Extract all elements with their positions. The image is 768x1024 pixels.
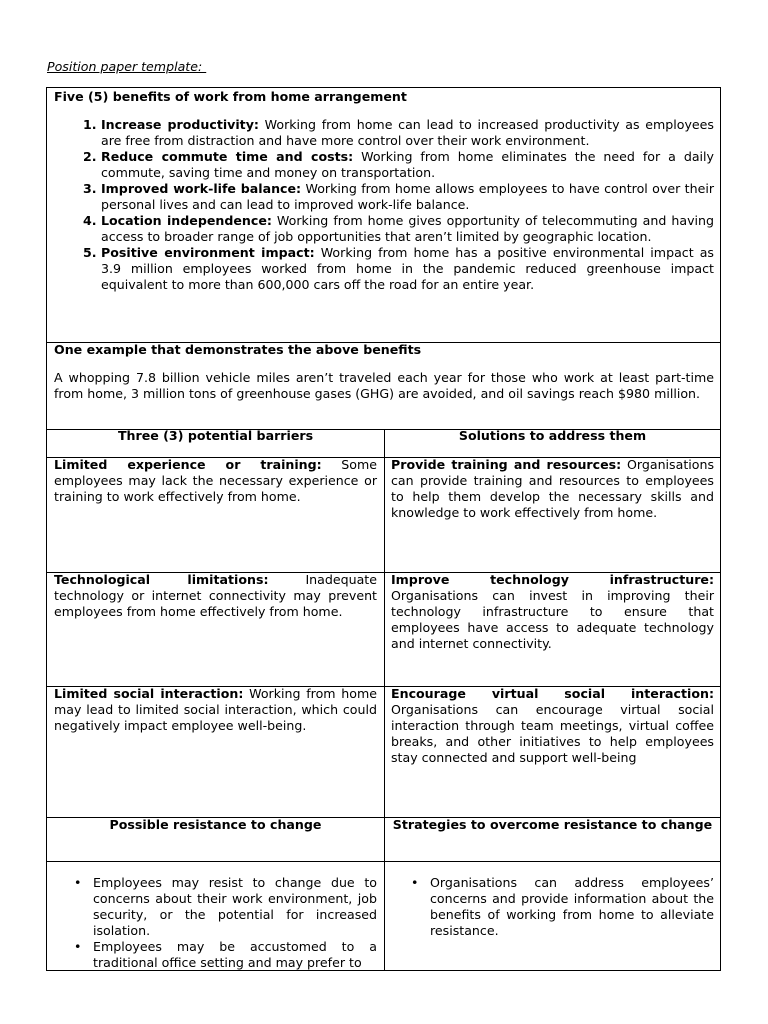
example-heading: One example that demonstrates the above benefits [54,342,422,357]
benefits-list [54,117,714,293]
benefit-item [54,149,714,181]
barrier-text: Inadequate technology or internet connectivity may prevent employees from home effectively from home. [54,572,377,619]
resistance-cell [47,875,384,971]
benefit-text: Working from home eliminates the need for a daily commute, saving time and money on transportation. [101,149,714,180]
benefit-number: 4. [83,213,97,228]
example-cell [54,342,714,402]
solution-text: Organisations can invest in improving their technology infrastructure to ensure that employees have access to adequate technology and internet connectivity. [391,588,714,651]
benefit-title: Location independence: [101,213,272,228]
benefit-title: Reduce commute time and costs: [101,149,354,164]
barrier-cell [54,686,377,734]
position-paper-table [46,87,721,971]
solution-text: Organisations can encourage virtual social interaction through team meetings, virtual coffee breaks, and other initiatives to help employees stay connected and support well-being [391,702,714,765]
benefit-text: Working from home has a positive environmental impact as 3.9 million employees worked from home in the pandemic reduced greenhouse impact equivalent to more than 600,000 cars off the road for an entire year. [101,245,714,292]
solution-cell [391,572,714,652]
list-item: • Employees may be accustomed to a traditional office setting and may prefer to [74,939,377,970]
solutions-heading: Solutions to address them [458,428,647,443]
barrier-text: Working from home may lead to limited social interaction, which could negatively impact employee well-being. [54,686,377,733]
barrier-title: Limited social interaction: [54,686,244,701]
list-item: • Employees may resist to change due to concerns about their work environment, job security, or the potential for increased isolation. [74,875,377,938]
example-text: A whopping 7.8 billion vehicle miles aren’t traveled each year for those who work at least part-time from home, 3 million tons of greenhouse gases (GHG) are avoided, and oil savings reach $980 million. [54,370,714,401]
barrier-cell [54,572,377,620]
benefit-text: Working from home can lead to increased productivity as employees are free from distraction and have more control over their work environment. [101,117,714,148]
strategies-heading: Strategies to overcome resistance to change [392,817,713,832]
bullet-icon: • [74,939,82,954]
document-title: Position paper template: [47,59,207,74]
benefit-number: 3. [83,181,97,196]
solution-title: Provide training and resources: [391,457,622,472]
bullet-icon: • [74,875,82,890]
benefit-number: 1. [83,117,97,132]
bullet-icon: • [411,875,419,890]
solution-cell [391,686,714,766]
benefits-heading: Five (5) benefits of work from home arrangement [54,89,407,104]
barrier-title: Technological limitations: [54,572,269,587]
barrier-title: Limited experience or training: [54,457,322,472]
strategies-cell [384,875,721,939]
benefit-number: 5. [83,245,97,260]
solution-title: Encourage virtual social interaction: [391,686,714,701]
benefit-title: Positive environment impact: [101,245,315,260]
resistance-heading: Possible resistance to change [109,817,322,832]
benefit-text: Working from home allows employees to have control over their personal lives and can lead to improved work-life balance. [101,181,714,212]
solution-cell [391,457,714,521]
benefit-item [54,213,714,245]
list-item: • Organisations can address employees’ concerns and provide information about the benefits of working from home to alleviate resistance. [411,875,714,938]
solution-title: Improve technology infrastructure: [391,572,714,587]
benefit-title: Increase productivity: [101,117,259,132]
row-divider [47,861,720,862]
benefit-number: 2. [83,149,97,164]
strategies-list [384,875,721,939]
benefits-cell [54,89,714,293]
benefit-item [54,117,714,149]
benefit-text: Working from home gives opportunity of telecommuting and having access to broader range of job opportunities that aren’t limited by geographic location. [101,213,714,244]
barrier-cell [54,457,377,505]
benefit-item [54,245,714,293]
barrier-text: Some employees may lack the necessary experience or training to work effectively from home. [54,457,378,504]
barriers-heading: Three (3) potential barriers [117,428,314,443]
benefit-item [54,181,714,213]
resistance-list [47,875,384,971]
benefit-title: Improved work-life balance: [101,181,302,196]
solution-text: Organisations can provide training and resources to employees to help them develop the necessary skills and knowledge to work effectively from home. [391,457,715,520]
